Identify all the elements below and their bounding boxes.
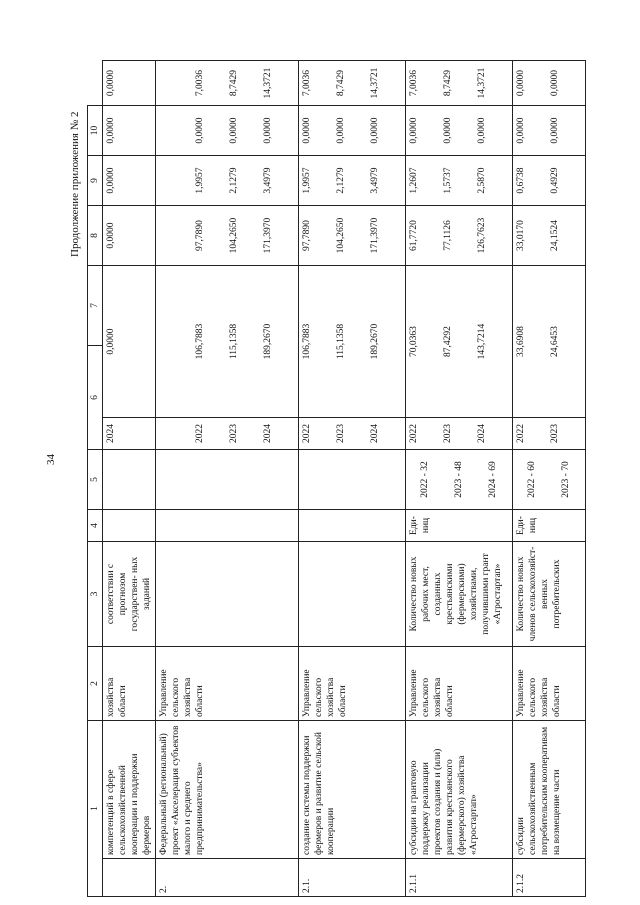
row-number: [103, 859, 156, 897]
row-name: компетенций в сфере сельскохозяйственной кооперации и поддержки фермеров: [103, 721, 156, 859]
row-col6-value: 106,7883: [195, 323, 205, 360]
budget-table: [87, 60, 586, 897]
row-col10-value: 14,3721: [370, 67, 380, 99]
row-col6-value: 143,7214: [477, 323, 487, 360]
row-year-value: 2024: [477, 424, 487, 443]
row-col8-value: 1,9957: [302, 167, 312, 194]
row-col6-value: 115,1358: [229, 323, 239, 360]
row-col8-value: 3,4979: [370, 167, 380, 194]
row-col9-value: 0,0000: [263, 117, 273, 144]
row-col9: [103, 106, 156, 156]
row-unit: [299, 510, 406, 542]
table-row: [103, 61, 156, 897]
col-header-1: 1: [88, 721, 103, 897]
row-col9: [513, 106, 586, 156]
row-col9-value: 0,0000: [443, 117, 453, 144]
row-col9-value: 0,0000: [195, 117, 205, 144]
row-col7-value: 97,7890: [302, 220, 312, 251]
row-number: 2.1.1: [406, 859, 513, 897]
row-col7: [513, 206, 586, 266]
row-year-value: 2023: [443, 424, 453, 443]
row-col10-value: 0,0000: [550, 69, 560, 97]
col-header-6: 6: [88, 346, 103, 450]
table-row: [513, 61, 586, 897]
row-col7-value: 104,2650: [229, 217, 239, 254]
row-year-value: 2022: [195, 424, 205, 443]
row-col7: [156, 206, 299, 266]
row-col8-value: 3,4979: [263, 167, 273, 194]
row-col6: [156, 266, 299, 418]
row-year-value: 2023: [336, 424, 346, 443]
row-col10-value: 8,7429: [336, 69, 346, 97]
row-target-value: [156, 450, 299, 510]
row-col8: [299, 156, 406, 206]
row-col6-value: 189,2670: [263, 323, 273, 360]
row-indicator: [299, 542, 406, 647]
row-target-value: 2022 - 32 2023 - 48 2024 - 69: [406, 450, 513, 510]
row-year-value: 2023: [550, 424, 560, 443]
row-col7-value: 24,1524: [550, 220, 560, 251]
row-col8-value: 2,1279: [229, 167, 239, 194]
row-year-value: 2024: [370, 424, 380, 443]
row-col9: [406, 106, 513, 156]
row-name: субсидии сельскохозяйственным потребительским кооперативам на возмещение части: [513, 721, 586, 859]
row-col10-value: 7,0036: [195, 69, 205, 97]
row-col10-value: 14,3721: [477, 67, 487, 99]
row-col10-value: 0,0000: [516, 69, 526, 97]
row-target-value: [103, 450, 156, 510]
row-col8-value: 0,6738: [516, 167, 526, 194]
row-col7: [103, 206, 156, 266]
row-col8: [406, 156, 513, 206]
row-col6-value: 0,0000: [106, 328, 116, 355]
row-col10: [513, 61, 586, 106]
row-responsible: Управление сельского хозяйства области: [299, 647, 406, 721]
row-col8-value: 1,9957: [195, 167, 205, 194]
row-responsible: Управление сельского хозяйства области: [406, 647, 513, 721]
row-col7-value: 97,7890: [195, 220, 205, 251]
row-col8-value: 2,5870: [477, 167, 487, 194]
row-responsible: хозяйства области: [103, 647, 156, 721]
row-year-value: 2022: [302, 424, 312, 443]
row-year-value: 2024: [106, 424, 116, 443]
table-row: [406, 61, 513, 897]
row-col7-value: 33,0170: [516, 220, 526, 251]
row-col10-value: 7,0036: [409, 69, 419, 97]
row-col7-value: 104,2650: [336, 217, 346, 254]
row-col8-value: 0,4929: [550, 167, 560, 194]
row-unit: [103, 510, 156, 542]
col-header-3: 3: [88, 542, 103, 647]
col-header-4: 4: [88, 510, 103, 542]
row-number: 2.1.: [299, 859, 406, 897]
row-col6: [513, 266, 586, 418]
row-responsible: Управление сельского хозяйства области: [513, 647, 586, 721]
row-number: 2.: [156, 859, 299, 897]
row-col6-value: 189,2670: [370, 323, 380, 360]
row-col9: [299, 106, 406, 156]
col-header-10: 10: [88, 106, 103, 156]
row-col10-value: 7,0036: [302, 69, 312, 97]
row-number: 2.1.2: [513, 859, 586, 897]
row-col9-value: 0,0000: [106, 117, 116, 144]
col-header-7: 7: [88, 266, 103, 346]
row-col10: [406, 61, 513, 106]
row-col9: [156, 106, 299, 156]
row-col7-value: 77,1126: [443, 220, 453, 251]
row-year-value: 2024: [263, 424, 273, 443]
col-header-2: 2: [88, 647, 103, 721]
row-year-value: 2022: [409, 424, 419, 443]
row-col8-value: 1,5737: [443, 167, 453, 194]
header-row: [88, 61, 103, 897]
row-col7-value: 126,7623: [477, 217, 487, 254]
row-year: [406, 418, 513, 450]
row-col6-value: 115,1358: [336, 323, 346, 360]
row-col10: [156, 61, 299, 106]
row-indicator: Количество новых членов сельскохозяйст- венных потребительских: [513, 542, 586, 647]
row-year: [299, 418, 406, 450]
row-col6-value: 106,7883: [302, 323, 312, 360]
row-unit: Еди- ниц: [513, 510, 586, 542]
row-col8: [156, 156, 299, 206]
row-col6-value: 70,0363: [409, 326, 419, 357]
appendix-title: Продолжение приложения № 2: [69, 111, 81, 257]
row-year: [103, 418, 156, 450]
row-col8: [513, 156, 586, 206]
row-col6-value: 24,6453: [550, 326, 560, 357]
row-col7-value: 0,0000: [106, 222, 116, 249]
row-year: [513, 418, 586, 450]
row-col7-value: 61,7720: [409, 220, 419, 251]
row-col10-value: 0,0000: [106, 69, 116, 97]
row-col8-value: 2,1279: [336, 167, 346, 194]
row-target-value: 2022 - 60 2023 - 70: [513, 450, 586, 510]
row-col10-value: 8,7429: [443, 69, 453, 97]
row-indicator: Количество новых рабочих мест, созданных крестьянскими (фермерскими) хозяйствами, получившими грант «Агростартап»: [406, 542, 513, 647]
row-col6-value: 33,6908: [516, 326, 526, 357]
row-indicator: соответствии с прогнозом государствен- ных заданий: [103, 542, 156, 647]
row-col7: [299, 206, 406, 266]
row-col8-value: 1,2607: [409, 167, 419, 194]
col-header-5: 5: [88, 450, 103, 510]
table-row: [156, 61, 299, 897]
table-body: [103, 61, 586, 897]
row-col9-value: 0,0000: [302, 117, 312, 144]
row-col6: [103, 266, 156, 418]
row-year-value: 2023: [229, 424, 239, 443]
row-name: субсидии на грантовую поддержку реализации проектов создания и (или) развития крестьянского (фермерского) хозяйства «Агростартап»: [406, 721, 513, 859]
row-col7-value: 171,3970: [263, 217, 273, 254]
row-name: Федеральный (региональный) проект «Акселерация субъектов малого и среднего предпринимательства»: [156, 721, 299, 859]
row-col6-value: 87,4292: [443, 326, 453, 357]
row-col9-value: 0,0000: [516, 117, 526, 144]
row-col10-value: 8,7429: [229, 69, 239, 97]
row-col6: [299, 266, 406, 418]
row-col9-value: 0,0000: [550, 117, 560, 144]
row-col8: [103, 156, 156, 206]
row-col10: [299, 61, 406, 106]
row-col9-value: 0,0000: [370, 117, 380, 144]
row-unit: Еди- ниц: [406, 510, 513, 542]
row-target-value: [299, 450, 406, 510]
col-header-8: 8: [88, 206, 103, 266]
row-year: [156, 418, 299, 450]
row-name: создание системы поддержки фермеров и развитие сельской кооперации: [299, 721, 406, 859]
row-col9-value: 0,0000: [409, 117, 419, 144]
row-col9-value: 0,0000: [229, 117, 239, 144]
row-col9-value: 0,0000: [336, 117, 346, 144]
col-header-9: 9: [88, 156, 103, 206]
row-col10-value: 14,3721: [263, 67, 273, 99]
table-row: [299, 61, 406, 897]
row-col8-value: 0,0000: [106, 167, 116, 194]
row-unit: [156, 510, 299, 542]
row-col9-value: 0,0000: [477, 117, 487, 144]
page-number: 34: [45, 454, 57, 465]
row-col7-value: 171,3970: [370, 217, 380, 254]
row-col7: [406, 206, 513, 266]
row-col10: [103, 61, 156, 106]
row-year-value: 2022: [516, 424, 526, 443]
row-indicator: [156, 542, 299, 647]
row-responsible: Управление сельского хозяйства области: [156, 647, 299, 721]
row-col6: [406, 266, 513, 418]
